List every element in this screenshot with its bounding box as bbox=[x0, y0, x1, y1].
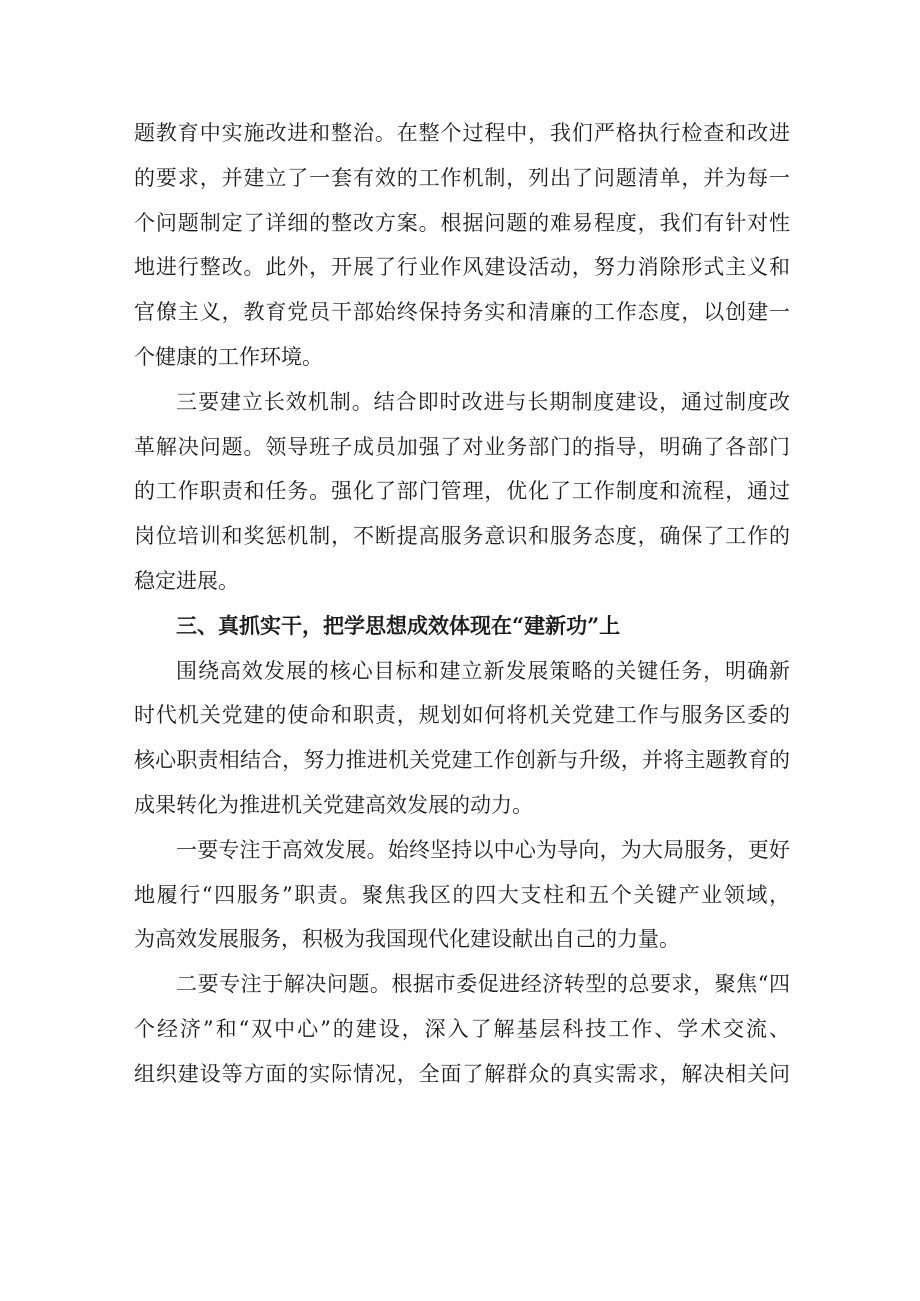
body-text-line: 革解决问题。领导班子成员加强了对业务部门的指导，明确了各部门 bbox=[134, 434, 790, 459]
body-text-line: 的工作职责和任务。强化了部门管理，优化了工作制度和流程，通过 bbox=[134, 479, 790, 504]
body-text-line: 地履行“四服务”职责。聚焦我区的四大支柱和五个关键产业领域， bbox=[134, 882, 790, 907]
body-text-line: 核心职责相结合，努力推进机关党建工作创新与升级，并将主题教育的 bbox=[134, 748, 790, 773]
paragraph-first-line: 一要专注于高效发展。始终坚持以中心为导向，为大局服务，更好 bbox=[176, 837, 790, 862]
section-heading: 三、真抓实干，把学思想成效体现在“建新功”上 bbox=[176, 612, 621, 638]
body-text-line: 个问题制定了详细的整改方案。根据问题的难易程度，我们有针对性 bbox=[134, 210, 790, 235]
body-text-line: 为高效发展服务，积极为我国现代化建设献出自己的力量。 bbox=[134, 927, 680, 952]
body-text-line: 题教育中实施改进和整治。在整个过程中，我们严格执行检查和改进 bbox=[134, 121, 790, 145]
document-body bbox=[134, 111, 790, 1097]
body-text-line: 时代机关党建的使命和职责，规划如何将机关党建工作与服务区委的 bbox=[134, 703, 790, 728]
body-text-line: 成果转化为推进机关党建高效发展的动力。 bbox=[134, 792, 533, 817]
body-text-line: 个经济”和“双中心”的建设，深入了解基层科技工作、学术交流、 bbox=[134, 1016, 790, 1041]
body-text-line: 稳定进展。 bbox=[134, 568, 239, 593]
body-text-line: 官僚主义，教育党员干部始终保持务实和清廉的工作态度，以创建一 bbox=[134, 300, 790, 325]
body-text-line: 岗位培训和奖惩机制，不断提高服务意识和服务态度，确保了工作的 bbox=[134, 524, 790, 549]
body-text-line: 地进行整改。此外，开展了行业作风建设活动，努力消除形式主义和 bbox=[134, 255, 790, 280]
paragraph-first-line: 围绕高效发展的核心目标和建立新发展策略的关键任务，明确新 bbox=[176, 658, 790, 683]
paragraph-first-line: 二要专注于解决问题。根据市委促进经济转型的总要求，聚焦“四 bbox=[176, 972, 790, 997]
paragraph-first-line: 三要建立长效机制。结合即时改进与长期制度建设，通过制度改 bbox=[176, 389, 790, 414]
body-text-line: 组织建设等方面的实际情况，全面了解群众的真实需求，解决相关问 bbox=[134, 1061, 790, 1086]
body-text-line: 的要求，并建立了一套有效的工作机制，列出了问题清单，并为每一 bbox=[134, 165, 790, 190]
body-text-line: 个健康的工作环境。 bbox=[134, 344, 323, 369]
